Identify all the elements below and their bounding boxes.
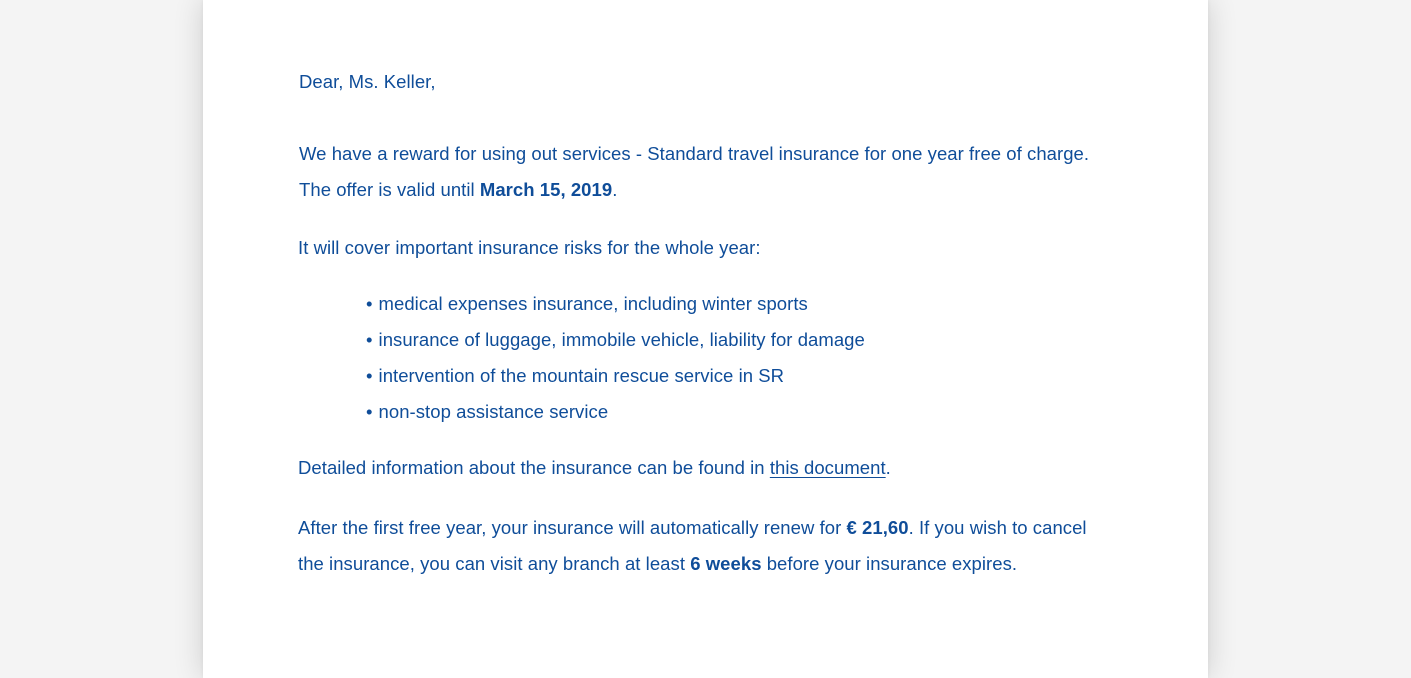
renewal-price: € 21,60 [846, 517, 909, 538]
letter-sheet [203, 0, 1208, 678]
renewal-prefix: After the first free year, your insurance will automatically renew for [298, 517, 847, 538]
document-link[interactable]: this document [769, 457, 886, 478]
letter-greeting: Dear, Ms. Keller, [299, 71, 436, 92]
offer-validity-suffix: . [612, 179, 618, 200]
coverage-item: • medical expenses insurance, including winter sports [366, 286, 865, 322]
cancel-instruction: the insurance, you can visit any branch at least [298, 553, 691, 574]
renewal-line-2 [298, 546, 1087, 582]
offer-validity-prefix: The offer is valid until [299, 179, 480, 200]
details-prefix: Detailed information about the insurance can be found in [298, 457, 770, 478]
details-paragraph [298, 450, 891, 486]
cancel-suffix: before your insurance expires. [761, 553, 1018, 574]
renewal-line-1 [298, 510, 1087, 546]
coverage-list [366, 286, 865, 430]
coverage-item: • non-stop assistance service [366, 394, 865, 430]
coverage-intro: It will cover important insurance risks for the whole year: [298, 237, 761, 258]
offer-validity-line [299, 172, 1089, 208]
coverage-item: • intervention of the mountain rescue service in SR [366, 358, 865, 394]
offer-paragraph [299, 136, 1089, 208]
offer-line: We have a reward for using out services - Standard travel insurance for one year free of charge. [299, 143, 1090, 164]
renewal-cancel-text: . If you wish to cancel [908, 517, 1087, 538]
coverage-item: • insurance of luggage, immobile vehicle, liability for damage [366, 322, 865, 358]
details-suffix: . [885, 457, 891, 478]
renewal-paragraph [298, 510, 1087, 582]
offer-valid-until-date: March 15, 2019 [479, 179, 613, 200]
cancel-notice-period: 6 weeks [690, 553, 762, 574]
